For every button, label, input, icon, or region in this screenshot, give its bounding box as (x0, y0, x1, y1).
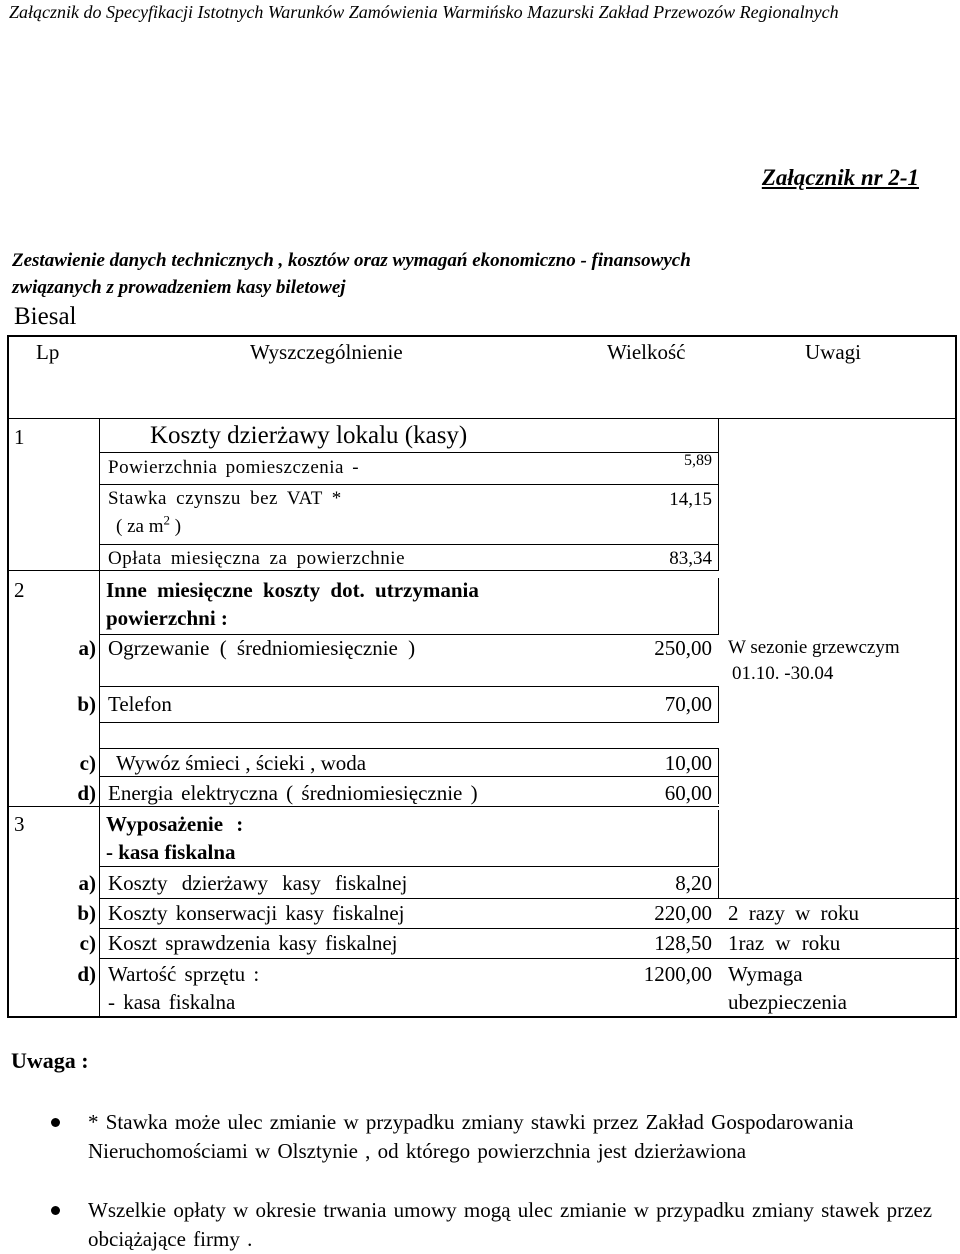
lease-label: Koszty dzierżawy kasy fiskalnej (108, 871, 408, 895)
header-lp: Lp (36, 340, 60, 364)
heating-season: 01.10. -30.04 (732, 663, 834, 684)
amount-column-border-b (718, 686, 719, 722)
location-name: Biesal (14, 303, 77, 330)
electricity-label: Energia elektryczna ( średniomiesięcznie ) (108, 781, 478, 805)
row-rule (99, 634, 719, 635)
amount-column-border-3a (718, 868, 719, 898)
monthly-fee-value: 83,34 (669, 548, 712, 569)
heating-note: W sezonie grzewczym (728, 637, 900, 658)
item-mark: d) (77, 781, 96, 805)
section-3-title-line-1: Wyposażenie : (106, 812, 244, 836)
amount-column-border-s3 (718, 810, 719, 866)
section-3-title-line-2: - kasa fiskalna (106, 840, 236, 864)
row-rule (7, 570, 719, 571)
notes-title: Uwaga : (11, 1048, 89, 1073)
inspection-value: 128,50 (654, 931, 712, 955)
electricity-value: 60,00 (664, 781, 712, 805)
monthly-fee-label: Opłata miesięczna za powierzchnie (108, 548, 405, 569)
phone-label: Telefon (108, 692, 172, 716)
row-rule (99, 544, 719, 545)
amount-column-border-s2 (718, 578, 719, 634)
row-rule (99, 958, 959, 959)
equipment-value: 1200,00 (643, 962, 712, 986)
note-item: * Stawka może ulec zmianie w przypadku zmiany stawki przez Zakład Gospodarowania Nieruchomościami w Olsztynie , od którego powierzchnia jest dzierżawiona (88, 1110, 854, 1163)
intro-line-2: związanych z prowadzeniem kasy biletowej (12, 277, 346, 298)
section-2-title-line-2: powierzchni : (106, 606, 228, 630)
header-amount: Wielkość (607, 340, 686, 364)
equipment-note-line-2: ubezpieczenia (728, 990, 847, 1014)
section-2-number: 2 (14, 578, 25, 602)
row-rule (99, 686, 719, 687)
rate-value: 14,15 (669, 489, 712, 510)
bullet-icon (51, 1118, 60, 1127)
document-header: Załącznik do Specyfikacji Istotnych Warunków Zamówienia Warmińsko Mazurski Zakład Przewozów Regionalnych (9, 2, 839, 22)
row-rule (99, 866, 719, 867)
intro-line-1: Zestawienie danych technicznych , kosztów oraz wymagań ekonomiczno - finansowych (12, 250, 691, 271)
heating-value: 250,00 (654, 636, 712, 660)
maintenance-note: 2 razy w roku (728, 901, 860, 925)
row-rule (99, 776, 719, 777)
item-mark: b) (77, 692, 96, 716)
item-mark: c) (79, 751, 96, 775)
table-header-divider (7, 418, 957, 419)
header-item: Wyszczególnienie (250, 340, 403, 364)
row-rule (7, 806, 719, 807)
item-mark: a) (78, 636, 96, 660)
note-item: Wszelkie opłaty w okresie trwania umowy mogą ulec zmianie w przypadku zmiany stawek przez obciążające firmy . (88, 1198, 933, 1251)
row-rule (99, 722, 719, 723)
amount-column-border-s1 (718, 418, 719, 570)
inspection-label: Koszt sprawdzenia kasy fiskalnej (108, 931, 398, 955)
lease-value: 8,20 (675, 871, 712, 895)
phone-value: 70,00 (664, 692, 712, 716)
waste-value: 10,00 (664, 751, 712, 775)
header-notes: Uwagi (805, 340, 861, 364)
annex-title: Załącznik nr 2-1 (761, 165, 919, 190)
equipment-value-sublabel: - kasa fiskalna (108, 990, 236, 1014)
rate-unit: ( za $m^2$ ) (116, 512, 182, 537)
bullet-icon (51, 1206, 60, 1215)
area-value: 5,89 (684, 452, 712, 469)
heating-label: Ogrzewanie ( średniomiesięcznie ) (108, 636, 416, 660)
inspection-note: 1raz w roku (728, 931, 841, 955)
equipment-note: Wymaga (728, 962, 803, 986)
section-3-number: 3 (14, 812, 25, 836)
row-rule (99, 748, 719, 749)
maintenance-label: Koszty konserwacji kasy fiskalnej (108, 901, 405, 925)
maintenance-value: 220,00 (654, 901, 712, 925)
item-mark: a) (78, 871, 96, 895)
item-mark: d) (77, 962, 96, 986)
rate-label: Stawka czynszu bez VAT * (108, 488, 342, 509)
equipment-value-label: Wartość sprzętu : (108, 962, 260, 986)
row-rule (99, 898, 959, 899)
area-label: Powierzchnia pomieszczenia - (108, 457, 360, 478)
row-rule (99, 928, 959, 929)
section-2-title-line-1: Inne miesięczne koszty dot. utrzymania (106, 578, 479, 602)
section-1-number: 1 (14, 425, 25, 449)
item-mark: c) (79, 931, 96, 955)
section-1-title: Koszty dzierżawy lokalu (kasy) (150, 422, 468, 449)
waste-label: Wywóz śmieci , ścieki , woda (116, 751, 367, 775)
item-mark: b) (77, 901, 96, 925)
row-rule (99, 484, 719, 485)
